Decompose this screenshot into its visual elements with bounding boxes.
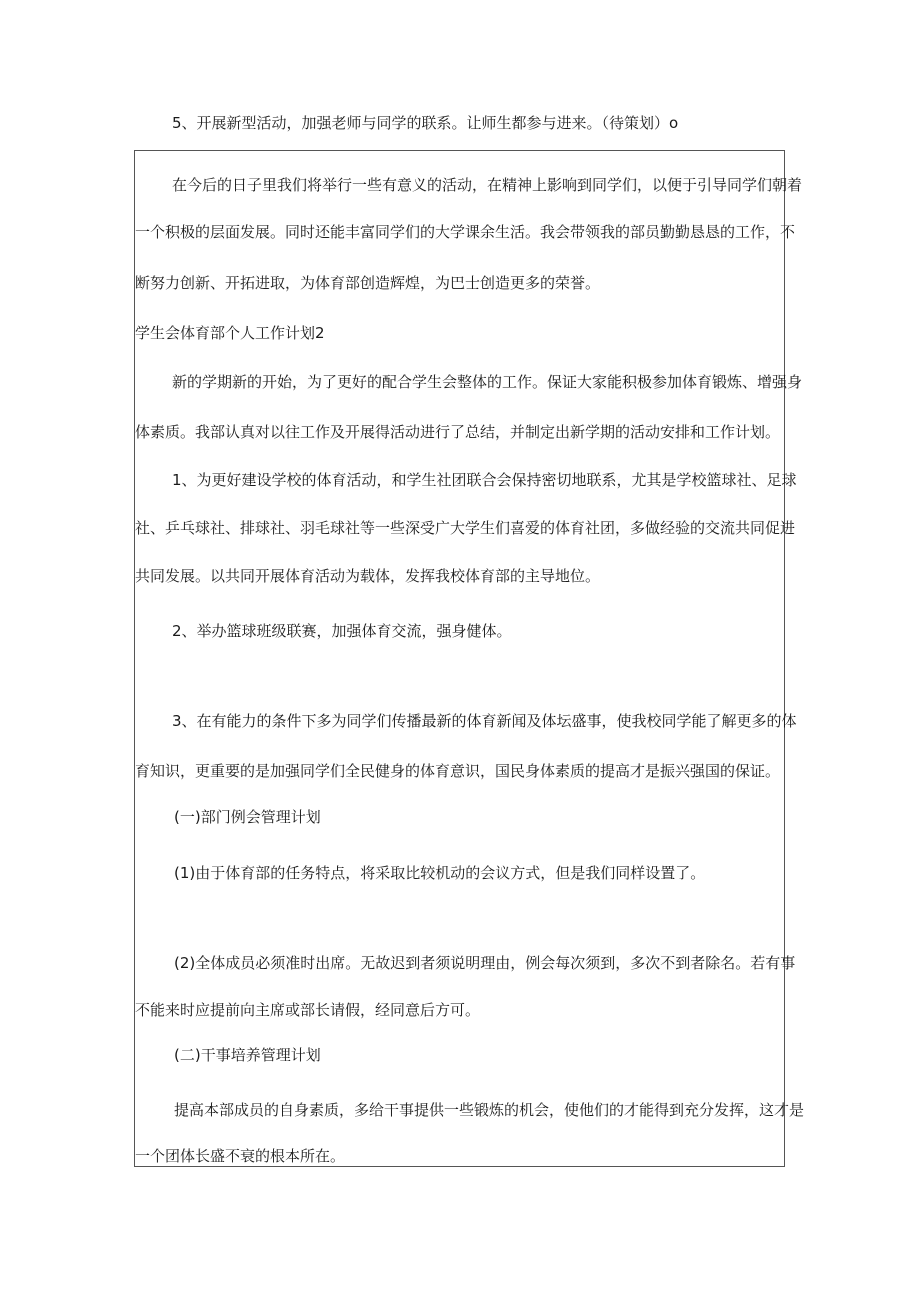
intro-item: 5、开展新型活动，加强老师与同学的联系。让师生都参与进来。（待策划）o (172, 114, 679, 132)
paragraph-line: 在今后的日子里我们将举行一些有意义的活动，在精神上影响到同学们，以便于引导同学们朝着 (172, 176, 803, 194)
list-item: 2、举办篮球班级联赛，加强体育交流，强身健体。 (172, 622, 512, 640)
paragraph-line: 断努力创新、开拓进取，为体育部创造辉煌，为巴士创造更多的荣誉。 (135, 274, 601, 292)
list-item-line: 社、乒乓球社、排球社、羽毛球社等一些深受广大学生们喜爱的体育社团，多做经验的交流共同促进 (135, 519, 796, 537)
list-item-line: 共同发展。以共同开展体育活动为载体，发挥我校体育部的主导地位。 (135, 567, 601, 585)
section-title: 学生会体育部个人工作计划2 (135, 324, 325, 342)
paragraph-line: 体素质。我部认真对以往工作及开展得活动进行了总结，并制定出新学期的活动安排和工作计划。 (135, 423, 781, 441)
paragraph-line: 提高本部成员的自身素质，多给干事提供一些锻炼的机会，使他们的才能得到充分发挥，这才是 (174, 1101, 805, 1119)
list-item-line: 1、为更好建设学校的体育活动，和学生社团联合会保持密切地联系，尤其是学校篮球社、足球 (172, 471, 797, 489)
subsection-title: (一)部门例会管理计划 (174, 808, 321, 826)
list-item-line: 不能来时应提前向主席或部长请假，经同意后方可。 (135, 1001, 481, 1019)
list-item: (1)由于体育部的任务特点，将采取比较机动的会议方式，但是我们同样设置了。 (174, 864, 706, 882)
list-item-line: 3、在有能力的条件下多为同学们传播最新的体育新闻及体坛盛事，使我校同学能了解更多的体 (172, 712, 797, 730)
paragraph-line: 一个团体长盛不衰的根本所在。 (135, 1147, 346, 1165)
content-box (134, 150, 805, 1167)
paragraph-line: 一个积极的层面发展。同时还能丰富同学们的大学课余生活。我会带领我的部员勤勤恳恳的工作，不 (135, 223, 796, 241)
list-item-line: 育知识，更重要的是加强同学们全民健身的体育意识，国民身体素质的提高才是振兴强国的保证。 (135, 762, 781, 780)
list-item-line: (2)全体成员必须准时出席。无故迟到者须说明理由，例会每次须到，多次不到者除名。若有事 (174, 954, 796, 972)
subsection-title: (二)干事培养管理计划 (174, 1046, 321, 1064)
paragraph-line: 新的学期新的开始，为了更好的配合学生会整体的工作。保证大家能积极参加体育锻炼、增强身 (172, 373, 803, 391)
